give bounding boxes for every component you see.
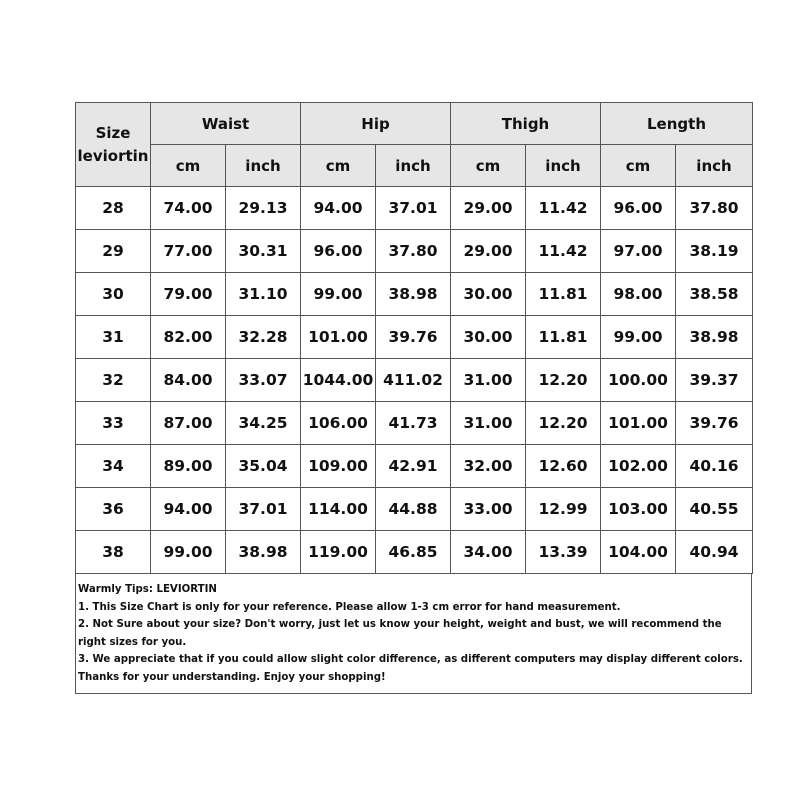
measurement-cell: 42.91 [376, 445, 451, 488]
measurement-cell: 101.00 [301, 316, 376, 359]
measurement-cell: 99.00 [151, 531, 226, 574]
measurement-cell: 37.01 [376, 187, 451, 230]
measurement-cell: 97.00 [601, 230, 676, 273]
header-unit-row [76, 145, 753, 187]
measurement-cell: 11.42 [526, 187, 601, 230]
measurement-cell: 411.02 [376, 359, 451, 402]
measurement-cell: 11.42 [526, 230, 601, 273]
measurement-cell: 35.04 [226, 445, 301, 488]
group-header-thigh: Thigh [451, 103, 601, 145]
table-body [76, 187, 753, 574]
measurement-cell: 84.00 [151, 359, 226, 402]
unit-header-cell: cm [601, 145, 676, 187]
tips-line: 1. This Size Chart is only for your reference. Please allow 1-3 cm error for hand measurement. [78, 601, 621, 613]
size-cell: 36 [76, 488, 151, 531]
group-header-length: Length [601, 103, 753, 145]
unit-header-cell: cm [301, 145, 376, 187]
size-cell: 33 [76, 402, 151, 445]
measurement-cell: 102.00 [601, 445, 676, 488]
measurement-cell: 38.19 [676, 230, 753, 273]
table-row [76, 316, 753, 359]
measurement-cell: 89.00 [151, 445, 226, 488]
tips-line: 3. We appreciate that if you could allow slight color difference, as different computers may display different colors. [78, 654, 743, 665]
measurement-cell: 34.25 [226, 402, 301, 445]
measurement-cell: 94.00 [151, 488, 226, 531]
measurement-cell: 31.10 [226, 273, 301, 316]
measurement-cell: 114.00 [301, 488, 376, 531]
measurement-cell: 37.80 [676, 187, 753, 230]
tips-line: 2. Not Sure about your size? Don't worry, just let us know your height, weight and bust, we will recommend the right sizes for you. [78, 619, 722, 648]
table-row [76, 488, 753, 531]
size-cell: 29 [76, 230, 151, 273]
measurement-cell: 98.00 [601, 273, 676, 316]
size-cell: 32 [76, 359, 151, 402]
measurement-cell: 13.39 [526, 531, 601, 574]
table-row [76, 273, 753, 316]
size-header-line: Size [95, 123, 131, 142]
size-cell: 30 [76, 273, 151, 316]
measurement-cell: 37.80 [376, 230, 451, 273]
measurement-cell: 30.00 [451, 316, 526, 359]
measurement-cell: 30.00 [451, 273, 526, 316]
measurement-cell: 39.37 [676, 359, 753, 402]
measurement-cell: 34.00 [451, 531, 526, 574]
measurement-cell: 12.20 [526, 359, 601, 402]
group-header-hip: Hip [301, 103, 451, 145]
measurement-cell: 74.00 [151, 187, 226, 230]
measurement-cell: 12.60 [526, 445, 601, 488]
measurement-cell: 38.98 [676, 316, 753, 359]
table-row [76, 445, 753, 488]
measurement-cell: 119.00 [301, 531, 376, 574]
measurement-cell: 40.94 [676, 531, 753, 574]
measurement-cell: 38.58 [676, 273, 753, 316]
measurement-cell: 101.00 [601, 402, 676, 445]
measurement-cell: 44.88 [376, 488, 451, 531]
table-row [76, 531, 753, 574]
measurement-cell: 31.00 [451, 359, 526, 402]
measurement-cell: 39.76 [676, 402, 753, 445]
unit-header-cell: inch [676, 145, 753, 187]
measurement-cell: 30.31 [226, 230, 301, 273]
unit-header-cell: inch [226, 145, 301, 187]
measurement-cell: 33.07 [226, 359, 301, 402]
measurement-cell: 40.55 [676, 488, 753, 531]
size-cell: 28 [76, 187, 151, 230]
group-header-waist: Waist [151, 103, 301, 145]
tips-title: Warmly Tips: LEVIORTIN [78, 584, 217, 595]
measurement-cell: 106.00 [301, 402, 376, 445]
measurement-cell: 94.00 [301, 187, 376, 230]
measurement-cell: 96.00 [301, 230, 376, 273]
measurement-cell: 38.98 [376, 273, 451, 316]
measurement-cell: 29.13 [226, 187, 301, 230]
size-table [75, 102, 753, 574]
measurement-cell: 32.00 [451, 445, 526, 488]
measurement-cell: 29.00 [451, 187, 526, 230]
unit-header-cell: cm [151, 145, 226, 187]
measurement-cell: 104.00 [601, 531, 676, 574]
table-row [76, 359, 753, 402]
measurement-cell: 11.81 [526, 316, 601, 359]
measurement-cell: 103.00 [601, 488, 676, 531]
measurement-cell: 87.00 [151, 402, 226, 445]
size-cell: 38 [76, 531, 151, 574]
measurement-cell: 37.01 [226, 488, 301, 531]
measurement-cell: 39.76 [376, 316, 451, 359]
measurement-cell: 82.00 [151, 316, 226, 359]
measurement-cell: 77.00 [151, 230, 226, 273]
table-row [76, 402, 753, 445]
size-chart [75, 102, 752, 694]
measurement-cell: 109.00 [301, 445, 376, 488]
measurement-cell: 96.00 [601, 187, 676, 230]
measurement-cell: 31.00 [451, 402, 526, 445]
measurement-cell: 100.00 [601, 359, 676, 402]
unit-header-cell: inch [376, 145, 451, 187]
measurement-cell: 79.00 [151, 273, 226, 316]
header-group-row [76, 103, 753, 145]
measurement-cell: 33.00 [451, 488, 526, 531]
measurement-cell: 99.00 [601, 316, 676, 359]
measurement-cell: 32.28 [226, 316, 301, 359]
measurement-cell: 12.99 [526, 488, 601, 531]
unit-header-cell: cm [451, 145, 526, 187]
measurement-cell: 40.16 [676, 445, 753, 488]
unit-header-cell: inch [526, 145, 601, 187]
tips-thanks: Thanks for your understanding. Enjoy your shopping! [78, 671, 386, 683]
table-row [76, 230, 753, 273]
size-cell: 31 [76, 316, 151, 359]
measurement-cell: 99.00 [301, 273, 376, 316]
measurement-cell: 29.00 [451, 230, 526, 273]
measurement-cell: 12.20 [526, 402, 601, 445]
measurement-cell: 11.81 [526, 273, 601, 316]
warmly-tips-box [75, 574, 752, 694]
measurement-cell: 41.73 [376, 402, 451, 445]
measurement-cell: 1044.00 [301, 359, 376, 402]
size-cell: 34 [76, 445, 151, 488]
size-header-line: leviortin [77, 146, 149, 165]
size-header-cell [76, 103, 151, 187]
measurement-cell: 46.85 [376, 531, 451, 574]
table-row [76, 187, 753, 230]
measurement-cell: 38.98 [226, 531, 301, 574]
